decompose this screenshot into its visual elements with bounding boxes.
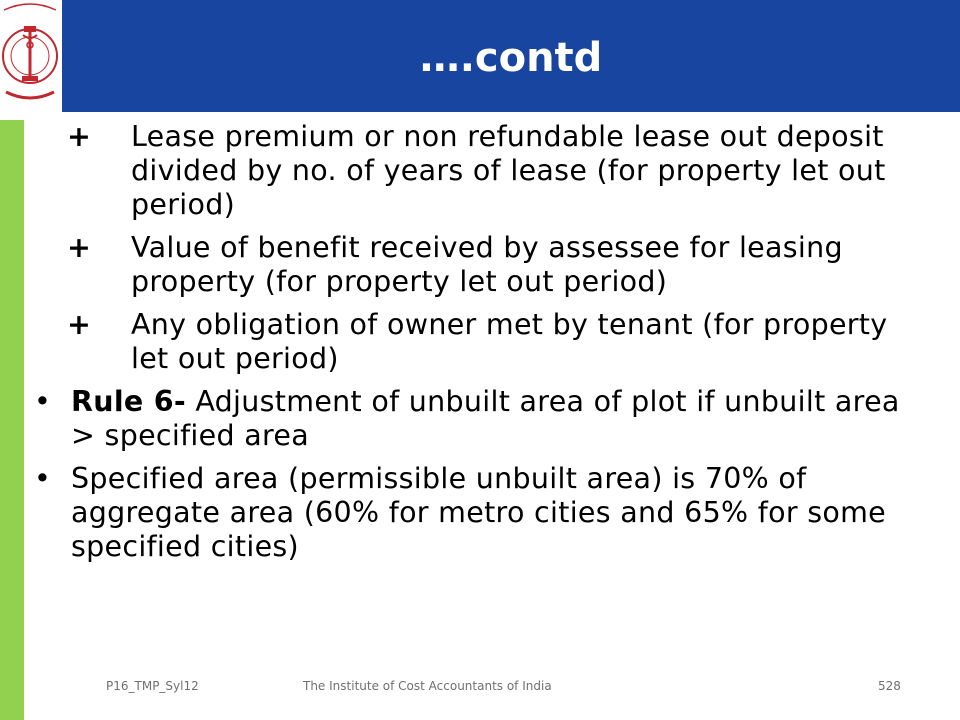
institute-logo — [0, 0, 62, 112]
bullet-bold-label: Rule 6- — [71, 385, 187, 418]
plus-marker: + — [67, 231, 92, 264]
sub-item-obligation — [30, 308, 930, 376]
bullet-dot: • — [34, 385, 52, 418]
bullet-text: Specified area (permissible unbuilt area) is 70% of aggregate area (60% for metro cities and 65% for some specified cities) — [71, 462, 886, 563]
footer-code: P16_TMP_Syl12 — [106, 679, 199, 693]
side-accent-bar — [0, 120, 24, 720]
bullet-rule-6 — [30, 385, 930, 453]
sub-item-lease-premium — [30, 120, 930, 222]
bullet-dot: • — [34, 462, 52, 495]
slide-title: ….contd — [419, 35, 603, 81]
slide-header — [62, 0, 960, 112]
sub-item-text: Any obligation of owner met by tenant (for property let out period) — [131, 308, 888, 375]
slide-content — [30, 120, 930, 573]
bullet-specified-area — [30, 462, 930, 564]
bullet-text: Adjustment of unbuilt area of plot if unbuilt area > specified area — [71, 385, 900, 452]
plus-marker: + — [67, 308, 92, 341]
plus-marker: + — [67, 120, 92, 153]
sub-item-text: Lease premium or non refundable lease out deposit divided by no. of years of lease (for property let out period) — [131, 120, 886, 221]
sub-item-benefit — [30, 231, 930, 299]
sub-item-text: Value of benefit received by assessee for leasing property (for property let out period) — [131, 231, 843, 298]
institute-seal-logo-icon — [0, 0, 62, 112]
footer-institute-name: The Institute of Cost Accountants of India — [303, 679, 552, 693]
footer-page-number: 528 — [878, 679, 901, 693]
